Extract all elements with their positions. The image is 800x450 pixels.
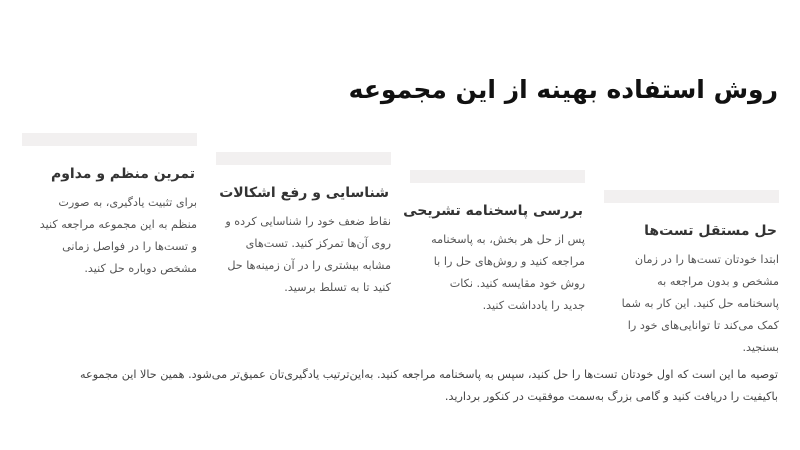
card-top-bar — [22, 133, 197, 146]
card-text — [604, 249, 779, 359]
card-text-line: پس از حل هر بخش، به پاسخنامه — [431, 233, 585, 246]
card-text-line: منظم به این مجموعه مراجعه کنید — [39, 218, 197, 231]
card-title: تمرین منظم و مداوم — [50, 166, 195, 182]
card-text-line: روش خود مقایسه کنید. نکات — [449, 277, 585, 290]
card-text-line: مشابه بیشتری را در آن زمینه‌ها حل — [227, 259, 391, 272]
card-text-line: برای تثبیت یادگیری، به صورت — [58, 196, 197, 209]
card-text-line: ابتدا خودتان تست‌ها را در زمان — [634, 253, 779, 266]
tip-card-weakness-fixing — [216, 152, 391, 299]
card-text — [410, 229, 585, 317]
page-title: روش استفاده بهینه از این مجموعه — [348, 75, 778, 104]
card-text-line: نقاط ضعف خود را شناسایی کرده و — [225, 215, 391, 228]
card-text-line: مشخص و بدون مراجعه به — [657, 275, 779, 288]
tip-card-regular-practice — [22, 133, 197, 280]
card-top-bar — [604, 190, 779, 203]
recommendation-line: باکیفیت را دریافت کنید و گامی بزرگ به‌سمت موفقیت در کنکور بردارید. — [444, 390, 778, 403]
tip-card-independent-solving — [604, 190, 779, 359]
card-text — [216, 211, 391, 299]
card-text-line: مشخص دوباره حل کنید. — [84, 262, 197, 275]
recommendation-line: توصیه ما این است که اول خودتان تست‌ها را حل کنید، سپس به پاسخنامه مراجعه کنید. به‌این‌ترتیب یادگیری‌تان عمیق‌تر می‌شود. همین حالا این مجموعه — [80, 368, 778, 381]
card-text-line: بسنجید. — [742, 341, 779, 354]
card-text-line: روی آن‌ها تمرکز کنید. تست‌های — [245, 237, 391, 250]
card-top-bar — [410, 170, 585, 183]
card-text-line: کمک می‌کند تا توانایی‌های خود را — [627, 319, 779, 332]
card-title: شناسایی و رفع اشکالات — [219, 185, 389, 201]
card-text — [22, 192, 197, 280]
tip-card-answer-review — [403, 170, 585, 317]
card-text-line: پاسخنامه حل کنید. این کار به شما — [621, 297, 779, 310]
card-title: بررسی پاسخنامه تشریحی — [403, 203, 583, 219]
recommendation-text — [18, 364, 778, 408]
card-title: حل مستقل تست‌ها — [644, 223, 777, 239]
card-text-line: کنید تا به تسلط برسید. — [284, 281, 391, 294]
card-top-bar — [216, 152, 391, 165]
card-text-line: جدید را یادداشت کنید. — [482, 299, 585, 312]
card-text-line: و تست‌ها را در فواصل زمانی — [62, 240, 197, 253]
card-text-line: مراجعه کنید و روش‌های حل را با — [433, 255, 585, 268]
